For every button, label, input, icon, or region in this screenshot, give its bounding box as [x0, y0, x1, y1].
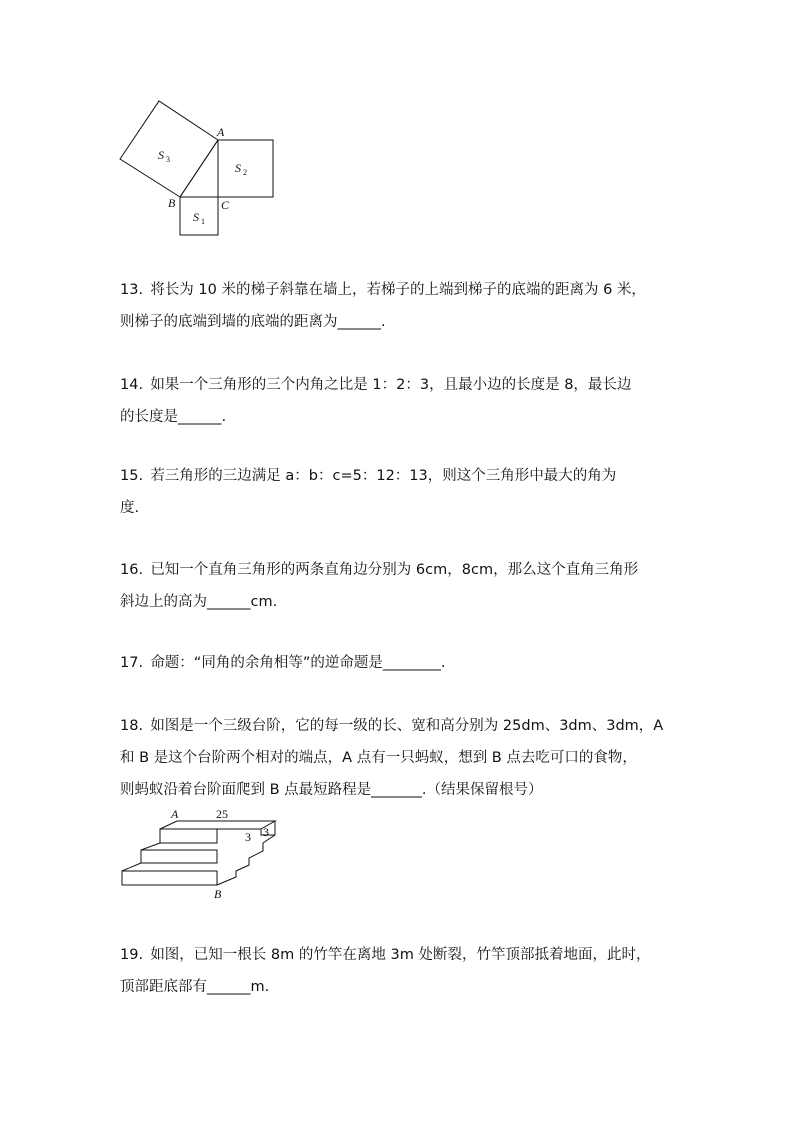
question-text-line: 顶部距底部有______m. [120, 979, 270, 995]
stair-step-2-front [141, 850, 217, 863]
label-b: B [168, 196, 176, 210]
question-text-line: 度. [120, 500, 140, 516]
stairs-figure [115, 805, 300, 905]
question-13 [120, 274, 700, 338]
svg-text:S: S [235, 161, 241, 175]
stairs-label-length: 25 [216, 807, 228, 821]
label-a: A [217, 125, 225, 139]
question-number: 14. [120, 377, 144, 393]
question-text-line: 的长度是______. [120, 409, 227, 425]
question-text-line: 则梯子的底端到墙的底端的距离为______. [120, 314, 386, 330]
question-text-line: 已知一个直角三角形的两条直角边分别为 6cm，8cm，那么这个直角三角形 [150, 562, 639, 578]
question-text-line: 如图是一个三级台阶，它的每一级的长、宽和高分别为 25dm、3dm、3dm，A [150, 718, 664, 734]
question-number: 17. [120, 655, 144, 671]
square-s1 [180, 197, 218, 235]
question-text-line: 则蚂蚁沿着台阶面爬到 B 点最短路程是_______.（结果保留根号） [120, 782, 543, 798]
stair-step-1-tread [122, 863, 141, 871]
triangle-hypotenuse [180, 140, 218, 197]
question-text-line: 若三角形的三边满足 a：b：c=5：12：13，则这个三角形中最大的角为 [150, 468, 617, 484]
stairs-label-width: 3 [245, 830, 251, 844]
stair-step-3-front [160, 829, 217, 843]
question-number: 15. [120, 468, 144, 484]
question-14 [120, 369, 700, 433]
svg-text:3: 3 [166, 155, 170, 164]
question-19 [120, 939, 700, 1003]
stairs-label-b: B [214, 887, 222, 901]
question-text-line: 如图，已知一根长 8m 的竹竿在离地 3m 处断裂，竹竿顶部抵着地面，此时， [150, 947, 651, 963]
square-s3 [120, 101, 218, 197]
question-number: 19. [120, 947, 144, 963]
label-s1 [193, 210, 205, 226]
stair-step-2-tread [141, 843, 160, 850]
squares-figure [110, 95, 290, 245]
label-s2 [235, 161, 247, 177]
svg-text:1: 1 [201, 217, 205, 226]
question-17 [120, 647, 700, 679]
question-text-line: 斜边上的高为______cm. [120, 594, 278, 610]
question-number: 18. [120, 718, 144, 734]
stairs-label-height: 3 [263, 825, 269, 839]
question-18 [120, 710, 700, 806]
stair-step-3-tread [160, 821, 275, 829]
question-text-line: 如果一个三角形的三个内角之比是 1：2：3，且最小边的长度是 8，最长边 [150, 377, 632, 393]
svg-text:S: S [193, 210, 199, 224]
stairs-label-a: A [171, 807, 179, 821]
svg-text:S: S [158, 148, 164, 162]
stair-step-1-front [122, 871, 217, 885]
question-16 [120, 554, 700, 618]
label-s3 [158, 148, 170, 164]
label-c: C [221, 198, 230, 212]
question-text-line: 命题：“同角的余角相等”的逆命题是________. [150, 655, 446, 671]
question-15 [120, 460, 700, 524]
question-number: 16. [120, 562, 144, 578]
question-text-line: 将长为 10 米的梯子斜靠在墙上，若梯子的上端到梯子的底端的距离为 6 米， [150, 282, 646, 298]
svg-text:2: 2 [243, 168, 247, 177]
question-text-line: 和 B 是这个台阶两个相对的端点，A 点有一只蚂蚁，想到 B 点去吃可口的食物， [120, 750, 637, 766]
question-number: 13. [120, 282, 144, 298]
